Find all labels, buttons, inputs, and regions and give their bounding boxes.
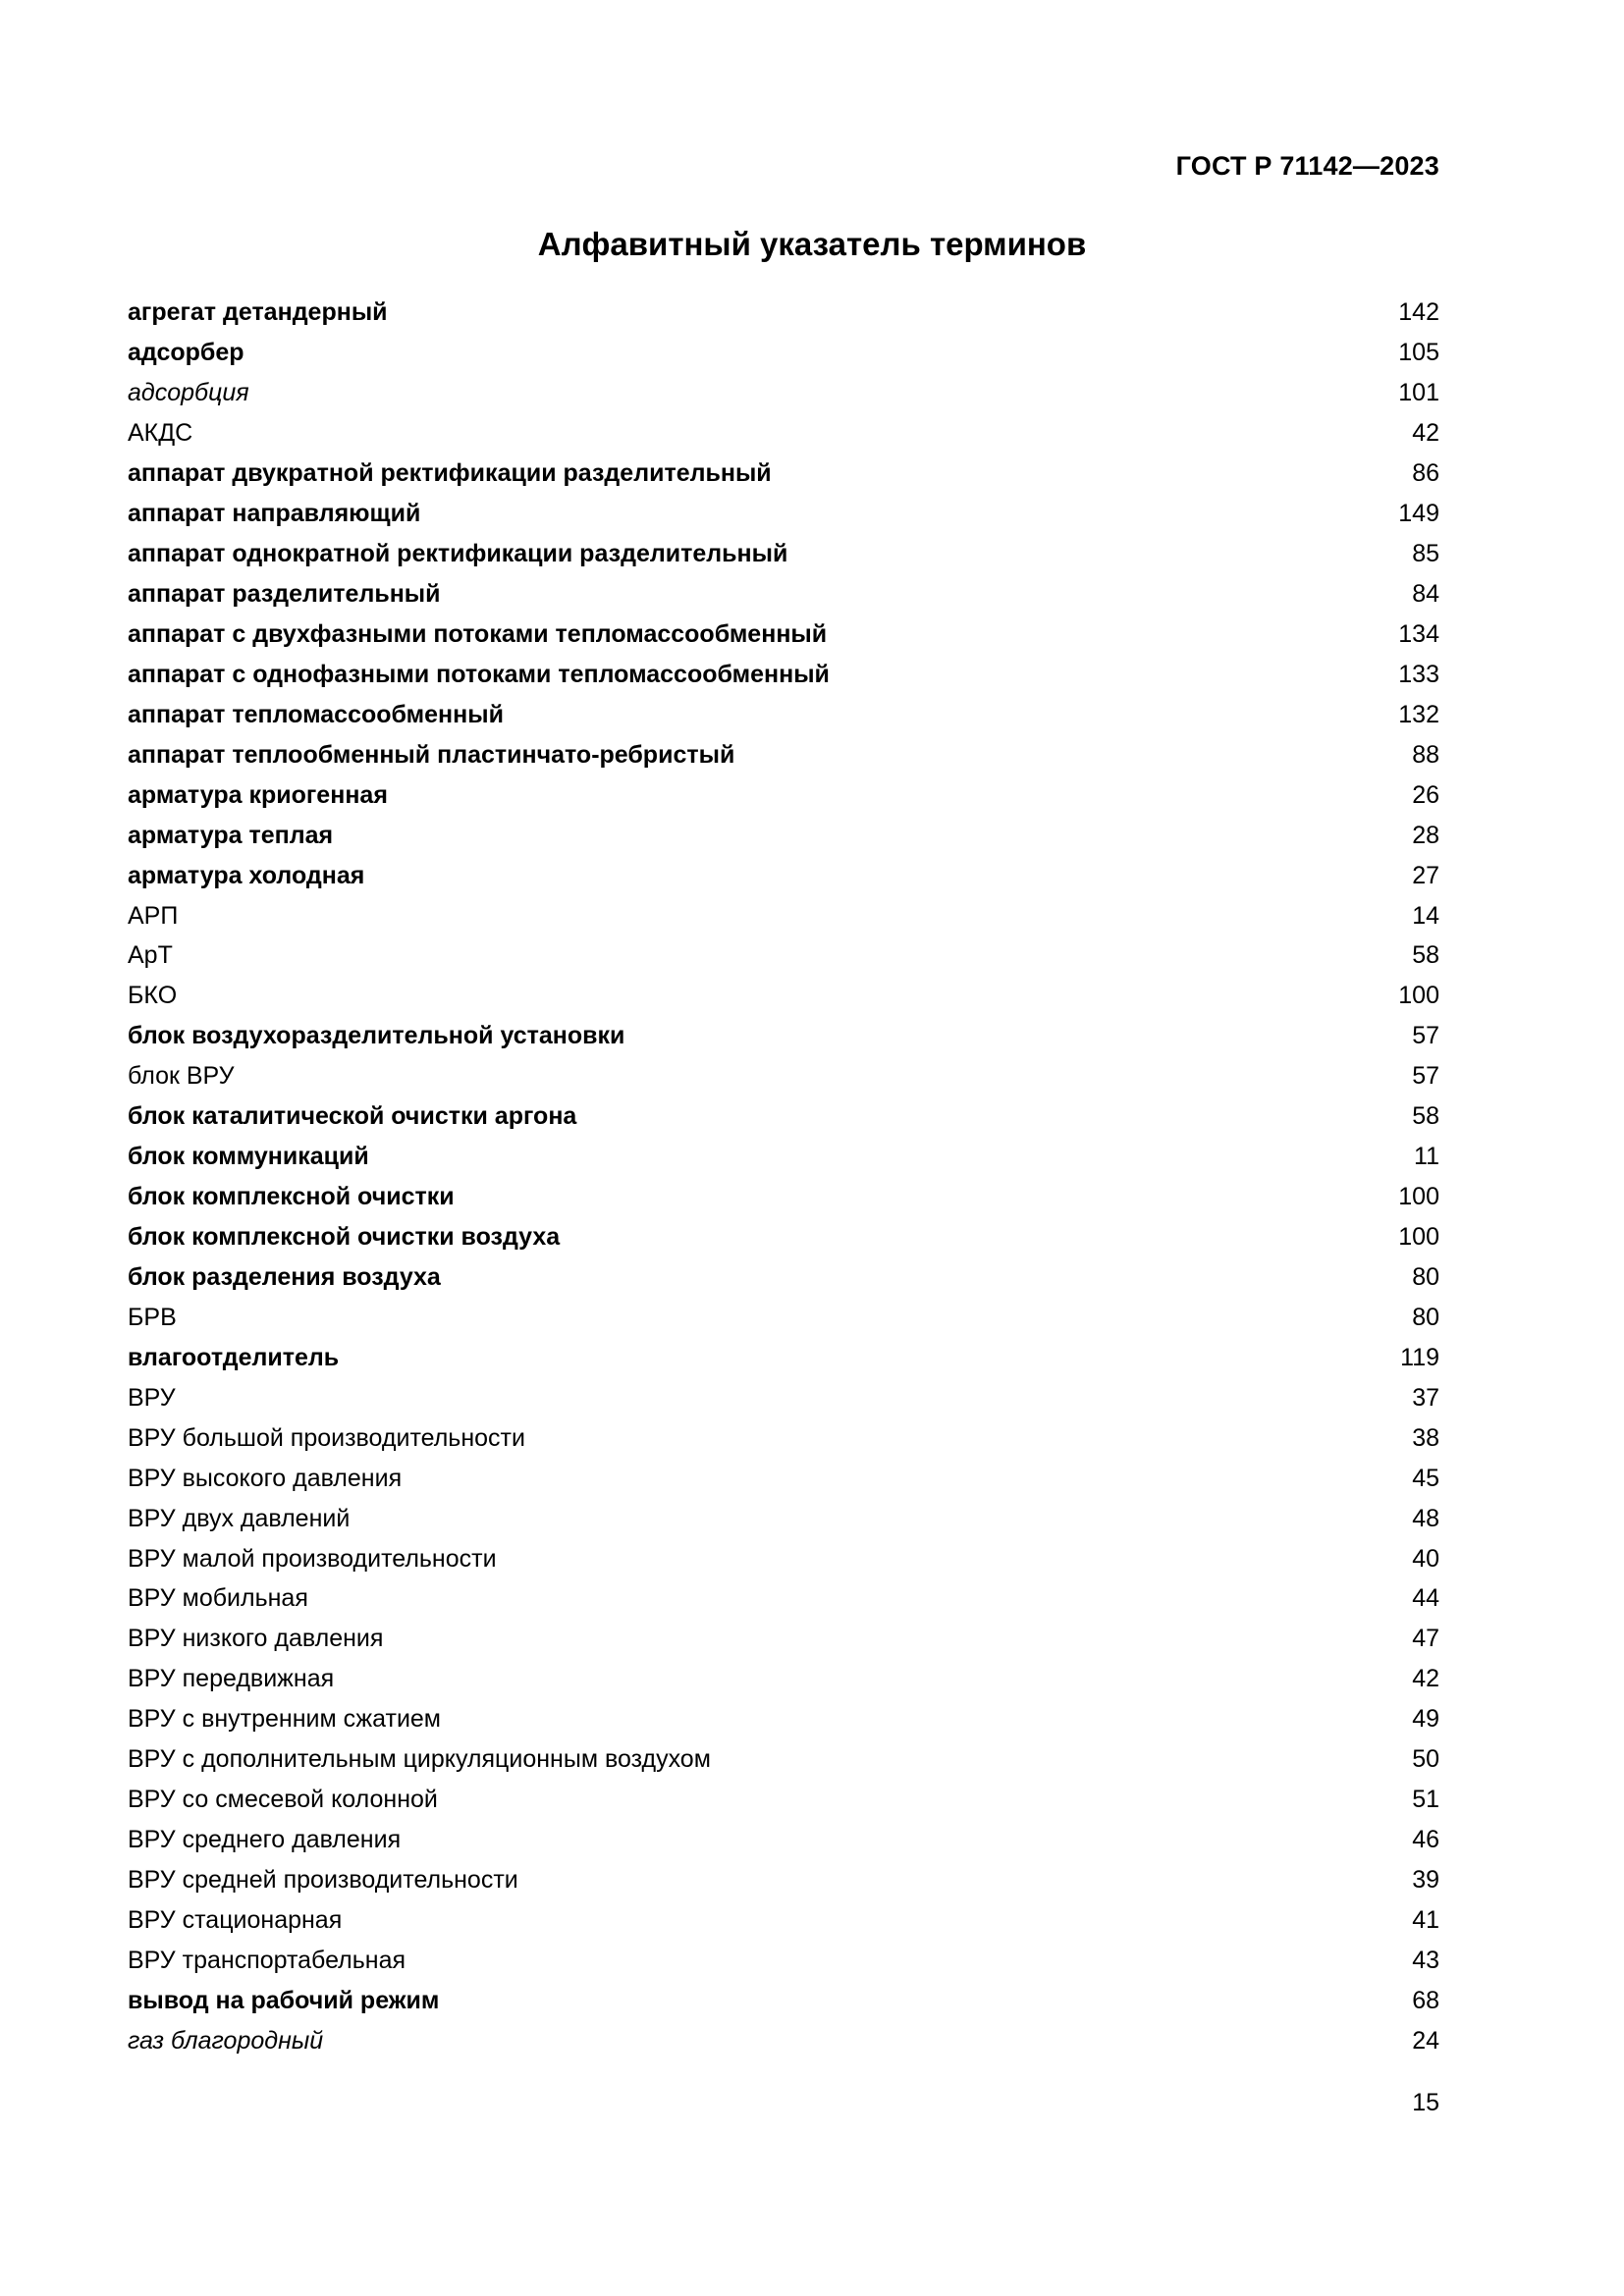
index-term: арматура криогенная (128, 780, 388, 809)
index-entry (128, 1780, 1439, 1820)
index-entry (128, 654, 1439, 694)
index-page-ref: 119 (1400, 1343, 1439, 1371)
index-term: вывод на рабочий режим (128, 1986, 440, 2014)
index-term: ВРУ большой производительности (128, 1423, 525, 1452)
index-term: блок разделения воздуха (128, 1262, 441, 1291)
index-page-ref: 57 (1412, 1062, 1439, 1091)
index-entry (128, 454, 1439, 494)
index-entry (128, 774, 1439, 815)
index-page-ref: 49 (1412, 1705, 1439, 1734)
index-term: блок воздухоразделительной установки (128, 1022, 625, 1050)
index-term: адсорбер (128, 339, 244, 367)
index-term: ВРУ с внутренним сжатием (128, 1705, 441, 1734)
index-entry (128, 1980, 1439, 2020)
index-page-ref: 149 (1398, 500, 1439, 528)
index-entry (128, 1137, 1439, 1177)
index-page-ref: 41 (1412, 1905, 1439, 1934)
index-term: ВРУ малой производительности (128, 1544, 497, 1573)
index-page-ref: 84 (1412, 580, 1439, 609)
index-term: аппарат однократной ректификации разделительный (128, 540, 788, 568)
index-page-ref: 44 (1412, 1584, 1439, 1613)
index-page-ref: 46 (1412, 1826, 1439, 1854)
index-page-ref: 58 (1412, 1102, 1439, 1131)
index-page-ref: 39 (1412, 1866, 1439, 1895)
index-page-ref: 27 (1412, 861, 1439, 889)
index-term: влагоотделитель (128, 1343, 340, 1371)
index-page-ref: 28 (1412, 821, 1439, 849)
index-term: ВРУ передвижная (128, 1665, 335, 1693)
index-term: ВРУ двух давлений (128, 1504, 351, 1532)
index-term: блок ВРУ (128, 1062, 235, 1091)
index-page-ref: 105 (1398, 339, 1439, 367)
index-entry (128, 1257, 1439, 1298)
index-term: газ благородный (128, 2026, 324, 2055)
index-entry (128, 614, 1439, 655)
index-entry (128, 413, 1439, 454)
index-page-ref: 47 (1412, 1625, 1439, 1653)
index-entry (128, 574, 1439, 614)
index-term: ВРУ низкого давления (128, 1625, 384, 1653)
index-term: АКДС (128, 419, 193, 448)
index-page-ref: 51 (1412, 1786, 1439, 1814)
index-entry (128, 333, 1439, 373)
page-number: 15 (1412, 2089, 1439, 2116)
index-term: аппарат направляющий (128, 500, 421, 528)
index-term: ВРУ высокого давления (128, 1464, 403, 1492)
index-page-ref: 48 (1412, 1504, 1439, 1532)
index-entry (128, 694, 1439, 734)
index-page-ref: 100 (1398, 982, 1439, 1010)
index-term: ВРУ стационарная (128, 1905, 343, 1934)
index-entry (128, 935, 1439, 976)
term-index-list (128, 293, 1439, 2060)
index-term: ВРУ транспортабельная (128, 1946, 406, 1974)
index-term: блок комплексной очистки воздуха (128, 1223, 561, 1252)
index-entry (128, 1820, 1439, 1860)
index-term: блок каталитической очистки аргона (128, 1102, 577, 1131)
index-page-ref: 50 (1412, 1745, 1439, 1774)
index-page-ref: 142 (1398, 298, 1439, 327)
index-entry (128, 494, 1439, 534)
index-entry (128, 1096, 1439, 1137)
index-entry (128, 1297, 1439, 1337)
index-term: БКО (128, 982, 178, 1010)
index-term: блок комплексной очистки (128, 1183, 455, 1211)
index-page-ref: 134 (1398, 619, 1439, 648)
index-entry (128, 1337, 1439, 1377)
index-page-ref: 11 (1414, 1143, 1439, 1171)
index-page-ref: 57 (1412, 1022, 1439, 1050)
document-code: ГОСТ Р 71142—2023 (1175, 151, 1439, 181)
index-page-ref: 37 (1412, 1383, 1439, 1412)
index-entry (128, 1016, 1439, 1056)
index-entry (128, 534, 1439, 574)
index-entry (128, 1578, 1439, 1619)
index-entry (128, 373, 1439, 413)
index-page-ref: 132 (1398, 700, 1439, 728)
index-term: арматура теплая (128, 821, 334, 849)
index-entry (128, 1900, 1439, 1941)
index-page-ref: 80 (1412, 1303, 1439, 1331)
index-term: ВРУ (128, 1383, 176, 1412)
index-term: аппарат с однофазными потоками тепломассообменный (128, 660, 830, 688)
index-page-ref: 80 (1412, 1262, 1439, 1291)
index-entry (128, 1659, 1439, 1699)
index-term: ВРУ среднего давления (128, 1826, 402, 1854)
index-page-ref: 88 (1412, 740, 1439, 769)
index-entry (128, 1619, 1439, 1659)
index-page-ref: 133 (1398, 660, 1439, 688)
index-entry (128, 1458, 1439, 1498)
index-page-ref: 42 (1412, 419, 1439, 448)
index-page-ref: 24 (1412, 2026, 1439, 2055)
index-page-ref: 100 (1398, 1183, 1439, 1211)
index-term: агрегат детандерный (128, 298, 388, 327)
index-entry (128, 1217, 1439, 1257)
index-page-ref: 58 (1412, 941, 1439, 970)
index-entry (128, 1377, 1439, 1417)
index-term: АРП (128, 901, 179, 930)
index-page-ref: 14 (1412, 901, 1439, 930)
index-term: аппарат двукратной ректификации разделительный (128, 459, 772, 488)
index-term: аппарат тепломассообменный (128, 700, 504, 728)
index-term: адсорбция (128, 379, 249, 407)
index-entry (128, 1860, 1439, 1900)
index-term: блок коммуникаций (128, 1143, 369, 1171)
index-page-ref: 85 (1412, 540, 1439, 568)
index-page-ref: 86 (1412, 459, 1439, 488)
index-page-ref: 42 (1412, 1665, 1439, 1693)
index-page-ref: 68 (1412, 1986, 1439, 2014)
index-term: ВРУ со смесевой колонной (128, 1786, 438, 1814)
index-term: БРВ (128, 1303, 177, 1331)
index-entry (128, 2020, 1439, 2060)
index-page-ref: 100 (1398, 1223, 1439, 1252)
index-entry (128, 734, 1439, 774)
index-page-ref: 38 (1412, 1423, 1439, 1452)
index-page-ref: 45 (1412, 1464, 1439, 1492)
index-term: ВРУ с дополнительным циркуляционным воздухом (128, 1745, 711, 1774)
index-entry (128, 976, 1439, 1016)
index-entry (128, 895, 1439, 935)
index-term: АрТ (128, 941, 173, 970)
index-term: аппарат теплообменный пластинчато-ребристый (128, 740, 735, 769)
index-term: аппарат с двухфазными потоками тепломассообменный (128, 619, 828, 648)
index-page-ref: 43 (1412, 1946, 1439, 1974)
index-page-ref: 101 (1398, 379, 1439, 407)
index-entry (128, 1739, 1439, 1780)
index-entry (128, 855, 1439, 895)
index-entry (128, 815, 1439, 855)
index-entry (128, 1538, 1439, 1578)
index-entry (128, 1056, 1439, 1096)
page-title: Алфавитный указатель терминов (537, 226, 1087, 262)
index-entry (128, 1417, 1439, 1458)
index-entry (128, 1498, 1439, 1538)
index-term: аппарат разделительный (128, 580, 441, 609)
index-entry (128, 1177, 1439, 1217)
index-term: ВРУ мобильная (128, 1584, 308, 1613)
index-entry (128, 1699, 1439, 1739)
index-entry (128, 1940, 1439, 1980)
index-entry (128, 293, 1439, 333)
index-page-ref: 26 (1412, 780, 1439, 809)
index-page-ref: 40 (1412, 1544, 1439, 1573)
index-term: ВРУ средней производительности (128, 1866, 518, 1895)
index-term: арматура холодная (128, 861, 365, 889)
